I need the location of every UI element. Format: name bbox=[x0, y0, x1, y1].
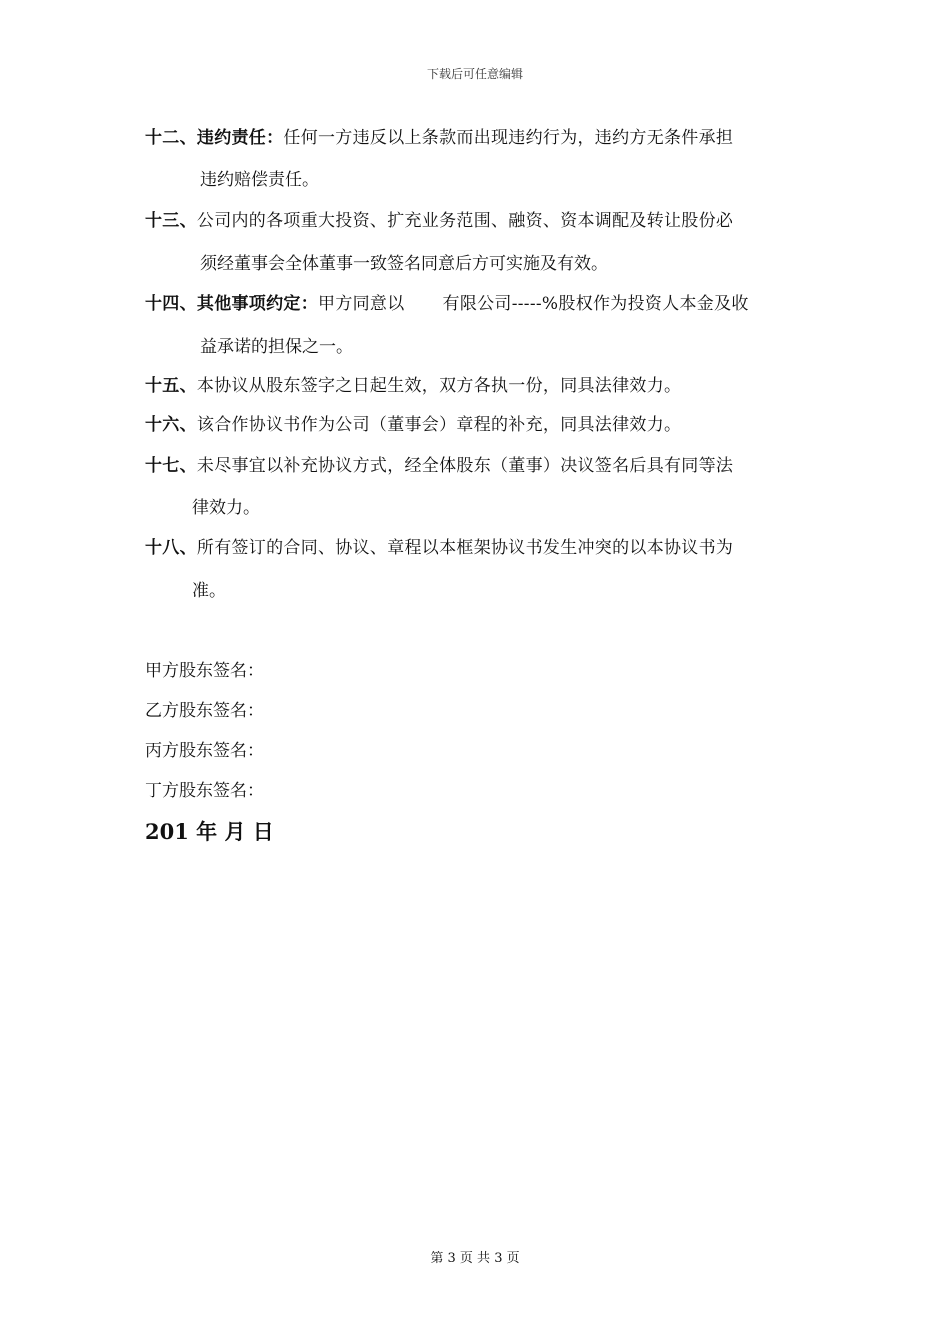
clause-number: 十七、 bbox=[145, 456, 197, 476]
signing-date: 201 年 月 日 bbox=[145, 819, 274, 844]
page-footer: 第 3 页 共 3 页 bbox=[430, 1251, 520, 1266]
clause-number: 十六、 bbox=[145, 415, 197, 435]
clause-number: 十二、 bbox=[145, 128, 197, 148]
clause-number: 十四、 bbox=[145, 294, 197, 314]
signature-party-d: 丁方股东签名： bbox=[145, 781, 264, 801]
clause-12 bbox=[145, 126, 810, 150]
clause-text: 所有签订的合同、协议、章程以本框架协议书发生冲突的以本协议书为 bbox=[196, 538, 734, 558]
clause-13-continuation: 须经董事会全体董事一致签名同意后方可实施及有效。 bbox=[200, 254, 608, 274]
clause-number: 十八、 bbox=[145, 538, 197, 558]
clause-text: 甲方同意以 bbox=[318, 294, 405, 314]
clause-17 bbox=[145, 454, 810, 478]
signature-party-b: 乙方股东签名： bbox=[145, 701, 264, 721]
signature-party-c: 丙方股东签名： bbox=[145, 741, 264, 761]
clause-12-continuation: 违约赔偿责任。 bbox=[200, 170, 319, 190]
clause-text: 该合作协议书作为公司（董事会）章程的补充，同具法律效力。 bbox=[196, 415, 682, 435]
clause-heading: 其他事项约定： bbox=[196, 294, 319, 314]
clause-16 bbox=[145, 413, 810, 437]
clause-text: 任何一方违反以上条款而出现违约行为，违约方无条件承担 bbox=[283, 128, 734, 148]
clause-18-continuation: 准。 bbox=[192, 581, 226, 601]
clause-14 bbox=[145, 292, 810, 316]
page-header: 下载后可任意编辑 bbox=[426, 67, 523, 81]
clause-13 bbox=[145, 209, 810, 233]
clause-17-continuation: 律效力。 bbox=[192, 498, 260, 518]
clause-text: 未尽事宜以补充协议方式，经全体股东（董事）决议签名后具有同等法 bbox=[196, 456, 734, 476]
clause-number: 十三、 bbox=[145, 211, 197, 231]
signature-party-a: 甲方股东签名： bbox=[145, 661, 264, 681]
clause-heading: 违约责任： bbox=[196, 128, 284, 148]
clause-text: 本协议从股东签字之日起生效，双方各执一份，同具法律效力。 bbox=[196, 376, 682, 396]
clause-text-cont: 有限公司-----%股权作为投资人本金及收 bbox=[442, 294, 749, 314]
clause-number: 十五、 bbox=[145, 376, 197, 396]
clause-15 bbox=[145, 374, 810, 398]
clause-14-continuation: 益承诺的担保之一。 bbox=[200, 337, 353, 357]
clause-text: 公司内的各项重大投资、扩充业务范围、融资、资本调配及转让股份必 bbox=[196, 211, 734, 231]
clause-18 bbox=[145, 536, 810, 560]
